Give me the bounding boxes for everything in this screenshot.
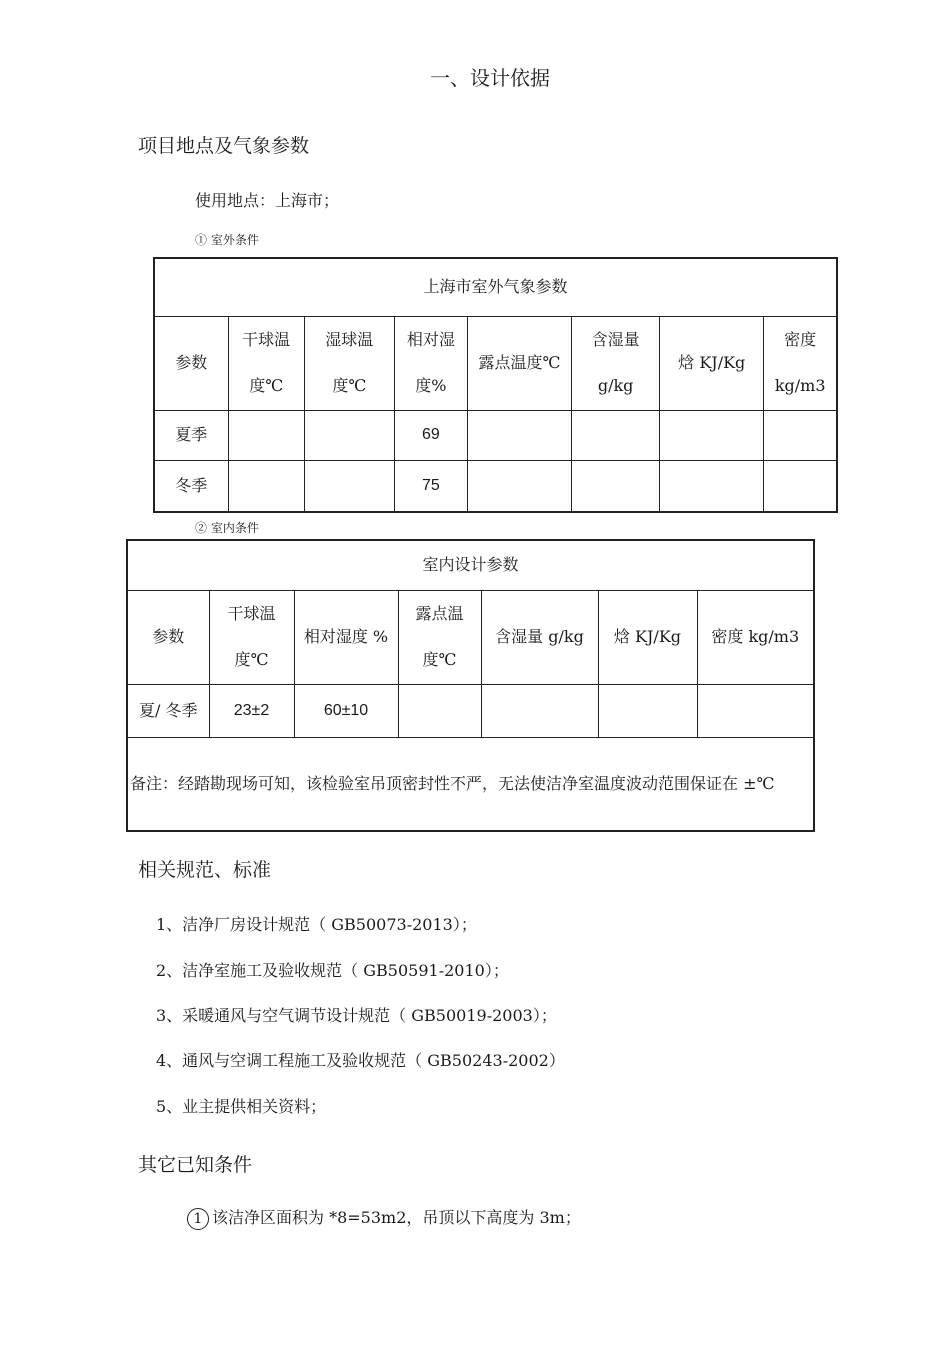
table-cell: [764, 410, 837, 460]
table-row: [154, 460, 837, 512]
section-heading-standards: 相关规范、标准: [138, 859, 272, 881]
indoor-table-note: 备注：经踏勘现场可知，该检验室吊顶密封性不严，无法使洁净室温度波动范围保证在 ±℃: [127, 737, 814, 831]
table-cell: [598, 684, 697, 737]
table-cell: 夏/ 冬季: [127, 684, 209, 737]
table-header-cell: 含湿量 g/kg: [572, 316, 660, 410]
table-cell: [467, 460, 571, 512]
table-cell: [228, 410, 304, 460]
table-cell: [398, 684, 481, 737]
table-cell: 23±2: [209, 684, 294, 737]
condition-item: [187, 1205, 581, 1230]
circled-number-one-marker: 1: [187, 1208, 209, 1230]
table-cell: 夏季: [154, 410, 228, 460]
indoor-table-caption: 室内设计参数: [127, 540, 814, 590]
table-header-cell: 湿球温度℃: [304, 316, 394, 410]
table-cell: 69: [394, 410, 467, 460]
table-cell: [660, 460, 764, 512]
outdoor-table-caption: 上海市室外气象参数: [154, 258, 837, 316]
table-cell: [697, 684, 814, 737]
indoor-conditions-label: ② 室内条件: [195, 521, 259, 535]
table-cell: [572, 410, 660, 460]
outdoor-conditions-label: ① 室外条件: [195, 233, 259, 247]
location-text: 使用地点：上海市；: [195, 191, 340, 210]
table-cell: [572, 460, 660, 512]
table-cell: [481, 684, 598, 737]
table-header-cell: 露点温度℃: [467, 316, 571, 410]
table-header-cell: 相对湿度 %: [294, 590, 398, 684]
table-row: [154, 410, 837, 460]
table-cell: 冬季: [154, 460, 228, 512]
table-cell: [660, 410, 764, 460]
outdoor-parameters-table: [153, 257, 838, 513]
standard-item: 2、洁净室施工及验收规范（ GB50591-2010）；: [156, 961, 509, 980]
table-cell: [764, 460, 837, 512]
table-header-cell: 焓 KJ/Kg: [660, 316, 764, 410]
table-row: [127, 684, 814, 737]
table-header-cell: 露点温度℃: [398, 590, 481, 684]
table-header-cell: 干球温度℃: [209, 590, 294, 684]
standard-item: 5、业主提供相关资料；: [156, 1097, 327, 1116]
section-heading-location: 项目地点及气象参数: [138, 135, 310, 157]
table-cell: 75: [394, 460, 467, 512]
indoor-parameters-table: [126, 539, 815, 832]
condition-item-text: 该洁净区面积为 *8=53m2，吊顶以下高度为 3m；: [212, 1208, 581, 1227]
table-cell: [228, 460, 304, 512]
table-header-cell: 参数: [154, 316, 228, 410]
table-header-cell: 密度 kg/m3: [697, 590, 814, 684]
table-header-cell: 干球温度℃: [228, 316, 304, 410]
table-cell: [304, 460, 394, 512]
page-title: 一、设计依据: [430, 66, 550, 90]
standard-item: 3、采暖通风与空气调节设计规范（ GB50019-2003）；: [156, 1006, 557, 1025]
table-header-cell: 相对湿度%: [394, 316, 467, 410]
table-cell: [467, 410, 571, 460]
section-heading-other-conditions: 其它已知条件: [138, 1154, 253, 1176]
table-cell: [304, 410, 394, 460]
table-header-cell: 含湿量 g/kg: [481, 590, 598, 684]
table-header-cell: 参数: [127, 590, 209, 684]
standard-item: 1、洁净厂房设计规范（ GB50073-2013）；: [156, 915, 477, 934]
standard-item: 4、通风与空调工程施工及验收规范（ GB50243-2002）: [156, 1051, 565, 1070]
table-header-cell: 焓 KJ/Kg: [598, 590, 697, 684]
table-cell: 60±10: [294, 684, 398, 737]
table-header-cell: 密度 kg/m3: [764, 316, 837, 410]
